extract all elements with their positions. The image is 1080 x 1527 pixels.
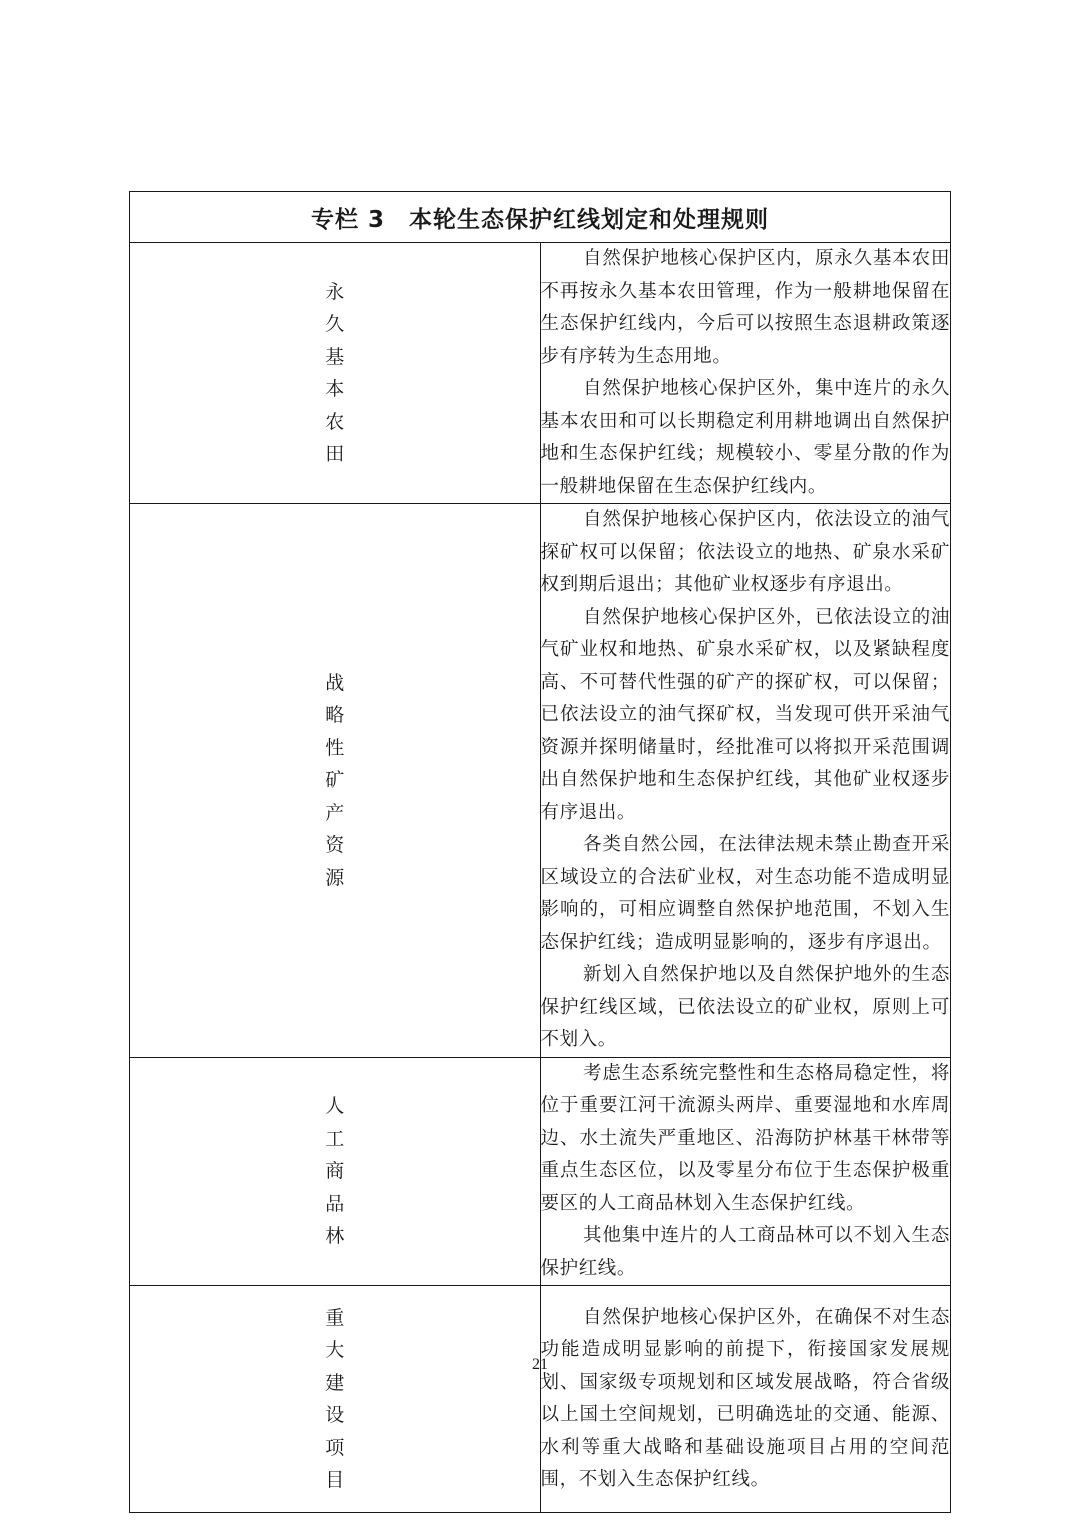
paragraph: 自然保护地核心保护区内，原永久基本农田不再按永久基本农田管理，作为一般耕地保留在生态保护红线内，今后可以按照生态退耕政策逐步有序转为生态用地。 [540,248,950,367]
row-label: 战略性矿产资源 [325,671,345,889]
row-label: 人工商品林 [325,1095,345,1247]
paragraph: 考虑生态系统完整性和生态格局稳定性，将位于重要江河干流源头两岸、重要湿地和水库周边、水土流失严重地区、沿海防护林基干林带等重点生态区位，以及零星分布位于生态保护极重要区的人工商品林划入生态保护红线。 [540,1062,950,1214]
table-row [130,504,951,1058]
row-label: 永久基本农田 [325,280,345,465]
box-title: 专栏 3 本轮生态保护红线划定和处理规则 [130,192,951,243]
table-row [130,1286,951,1513]
paragraph: 自然保护地核心保护区外，在确保不对生态功能造成明显影响的前提下，衔接国家发展规划、国家级专项规划和区域发展战略，符合省级以上国土空间规划，已明确选址的交通、能源、水利等重大战略和基础设施项目占用的空间范围，不划入生态保护红线。 [540,1306,950,1490]
table-row [130,1057,951,1286]
row-label-cell [130,1057,541,1286]
row-content [540,243,951,504]
row-label-cell [130,1286,541,1513]
paragraph: 新划入自然保护地以及自然保护地外的生态保护红线区域，已依法设立的矿业权，原则上可不划入。 [540,964,950,1050]
paragraph: 其他集中连片的人工商品林可以不划入生态保护红线。 [540,1225,950,1279]
column-box-table [129,191,951,1513]
paragraph: 自然保护地核心保护区外，已依法设立的油气矿业权和地热、矿泉水采矿权，以及紧缺程度高、不可替代性强的矿产的探矿权，可以保留；已依法设立的油气探矿权，当发现可供开采油气资源并探明储量时，经批准可以将拟开采范围调出自然保护地和生态保护红线，其他矿业权逐步有序退出。 [540,606,950,823]
page-number: 21 [532,1356,548,1373]
paragraph: 自然保护地核心保护区内，依法设立的油气探矿权可以保留；依法设立的地热、矿泉水采矿权到期后退出；其他矿业权逐步有序退出。 [540,509,950,595]
row-label: 重大建设项目 [325,1306,345,1491]
row-content [540,1057,951,1286]
table-row [130,243,951,504]
paragraph: 自然保护地核心保护区外，集中连片的永久基本农田和可以长期稳定利用耕地调出自然保护地和生态保护红线；规模较小、零星分散的作为一般耕地保留在生态保护红线内。 [540,378,950,497]
paragraph: 各类自然公园，在法律法规未禁止勘查开采区域设立的合法矿业权，对生态功能不造成明显影响的，可相应调整自然保护地范围，不划入生态保护红线；造成明显影响的，逐步有序退出。 [540,834,950,953]
row-content [540,1286,951,1513]
row-content [540,504,951,1058]
row-label-cell [130,504,541,1058]
row-label-cell [130,243,541,504]
